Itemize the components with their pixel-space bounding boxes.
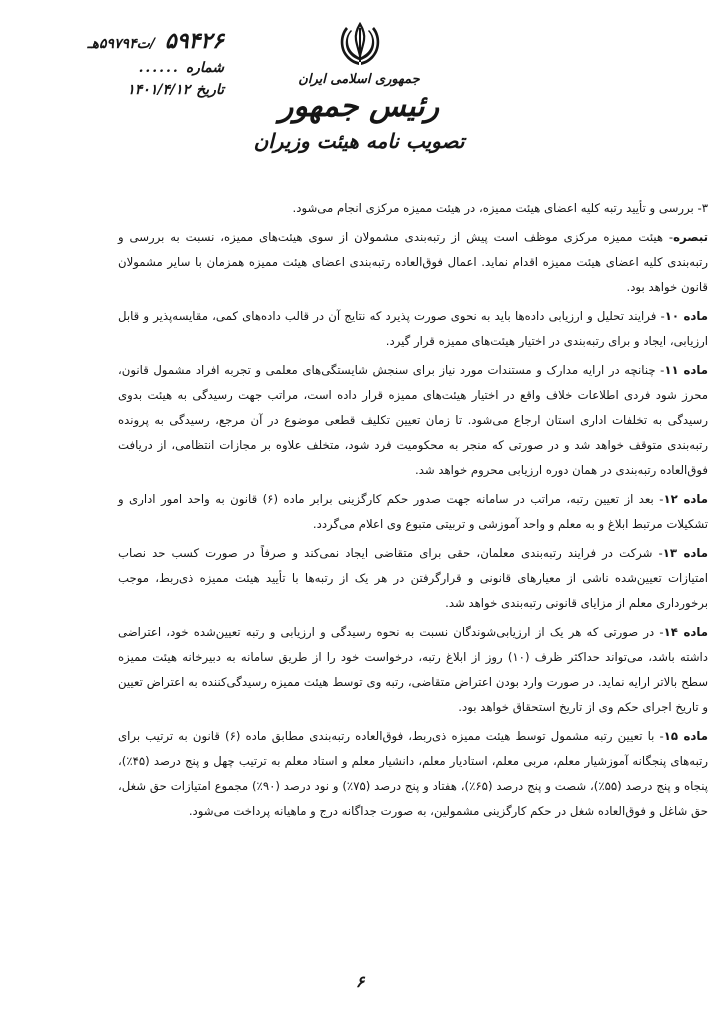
date-label: تاریخ (196, 82, 224, 98)
article-label: ماده ۱۲ (663, 492, 709, 506)
number-label: شماره (185, 60, 224, 76)
paragraph-text: ۳- بررسی و تأیید رتبه کلیه اعضای هیئت ممیزه، در هیئت ممیزه مرکزی انجام می‌شود. (292, 201, 708, 215)
letterhead (250, 70, 468, 155)
article-label: ماده ۱۳ (662, 546, 709, 560)
iran-emblem-icon (337, 20, 383, 68)
letter-number: ۵۹۴۲۶ (164, 28, 224, 54)
note-label: تبصره (673, 230, 708, 244)
paragraph-article-13 (118, 541, 708, 616)
paragraph-text: - هیئت ممیزه مرکزی موظف است پیش از رتبه‌بندی مشمولان از سوی هیئت‌های ممیزه، نسبت به بررسی و رتبه‌بندی کلیه اعضای هیئت ممیزه اقدام نماید. اعمال فوق‌العاده رتبه‌بندی اعضای هیئت ممیزه همزمان با سایر مشمولان قانون خواهد بود. (118, 230, 708, 294)
paragraph-article-11 (118, 358, 708, 483)
paragraph-note (118, 225, 708, 300)
cabinet-title: تصویب نامه هیئت وزیران (253, 129, 465, 153)
document-body (118, 196, 708, 828)
paragraph-article-15 (118, 724, 708, 824)
number-dots: ...... (138, 60, 180, 76)
paragraph-article-14 (118, 620, 708, 720)
article-label: ماده ۱۴ (663, 625, 708, 639)
article-label: ماده ۱۱ (664, 363, 708, 377)
article-label: ماده ۱۰ (664, 309, 709, 323)
paragraph-text: - بعد از تعیین رتبه، مراتب در سامانه جهت صدور حکم کارگزینی برابر ماده (۶) قانون به واحد امور اداری و تشکیلات مرتبط ابلاغ و به معلم و واحد آموزشی و تربیتی متبوع وی اعلام می‌گردد. (118, 492, 708, 531)
paragraph-text: - با تعیین رتبه مشمول توسط هیئت ممیزه ذی‌ربط، فوق‌العاده رتبه‌بندی مطابق ماده (۶) قانون به ترتیب برای رتبه‌های پنجگانه آموزشیار معلم، مربی معلم، استادیار معلم، دانشیار معلم و استاد معلم به ترتیب چهل و پنج درصد (۴۵٪)، پنجاه و پنج درصد (۵۵٪)، شصت و پنج درصد (۶۵٪)، هفتاد و پنج درصد (۷۵٪) و نود درصد (۹۰٪) مجموع امتیازات حق شغل، حق شاغل و فوق‌العاده شغل در حکم کارگزینی مشمولین، به صورت جداگانه درج و ماهیانه پرداخت می‌شود. (118, 729, 708, 818)
president-title: رئیس جمهور (278, 89, 440, 124)
paragraph-clause-3 (118, 196, 708, 221)
letter-number-line (24, 28, 224, 54)
paragraph-text: - شرکت در فرایند رتبه‌بندی معلمان، حقی برای متقاضی ایجاد نمی‌کند و صرفاً در صورت کسب حد نصاب امتیازات تعیین‌شده ناشی از معیارهای قانونی و قرارگرفتن در هر یک از رتبه‌ها با تأیید هیئت ممیزه ذی‌ربط، موجب برخورداری معلم از مزایای قانونی رتبه‌بندی خواهد شد. (118, 546, 708, 610)
paragraph-text: - فرایند تحلیل و ارزیابی داده‌ها باید به نحوی صورت پذیرد که نتایج آن در قالب داده‌های کمی، مقایسه‌پذیر و قابل ارزیابی، ایجاد و برای رتبه‌بندی در اختیار هیئت‌های ممیزه قرار گیرد. (118, 309, 708, 348)
paragraph-text: - چنانچه در ارایه مدارک و مستندات مورد نیاز برای سنجش شایستگی‌های معلمی و تجربه افراد مشمول قانون، محرز شود فردی اطلاعات خلاف واقع در اختیار هیئت‌های ممیزه قرار داده است، مراتب جهت رسیدگی به هیئت بدوی رسیدگی به تخلفات اداری استان ارجاع می‌شود. تا زمان تعیین تکلیف قطعی موضوع در آن مرجع، رسیدگی به پرونده رتبه‌بندی متوقف خواهد شد و در صورتی که منجر به محکومیت فرد شود، متخلف علاوه بر مجازات انتظامی، از دریافت فوق‌العاده رتبه‌بندی در همان دوره ارزیابی محروم خواهد شد. (118, 363, 708, 477)
date-row (24, 82, 224, 98)
article-label: ماده ۱۵ (663, 729, 709, 743)
paragraph-article-12 (118, 487, 708, 537)
number-row (24, 60, 224, 76)
paragraph-article-10 (118, 304, 708, 354)
letter-meta (24, 28, 224, 98)
page-number: ۶ (355, 972, 365, 991)
letter-reference: /ت۵۹۷۹۴هـ (87, 36, 155, 52)
paragraph-text: - در صورتی که هر یک از ارزیابی‌شوندگان نسبت به نحوه رسیدگی و ارزیابی و رتبه تعیین‌شده خود، اعتراضی داشته باشد، می‌تواند حداکثر ظرف (۱۰) روز از ابلاغ رتبه، درخواست خود را از طریق سامانه به دبیرخانه هیئت ممیزه سطح بالاتر ارایه نماید. در صورت وارد بودن اعتراض متقاضی، رتبه وی توسط هیئت ممیزه رسیدگی‌کننده به اعتراض تعیین و تاریخ اجرای حکم وی از تاریخ استحقاق خواهد بود. (118, 625, 708, 714)
letter-date: ۱۴۰۱/۴/۱۲ (127, 82, 191, 98)
republic-title: جمهوری اسلامی ایران (298, 72, 420, 87)
